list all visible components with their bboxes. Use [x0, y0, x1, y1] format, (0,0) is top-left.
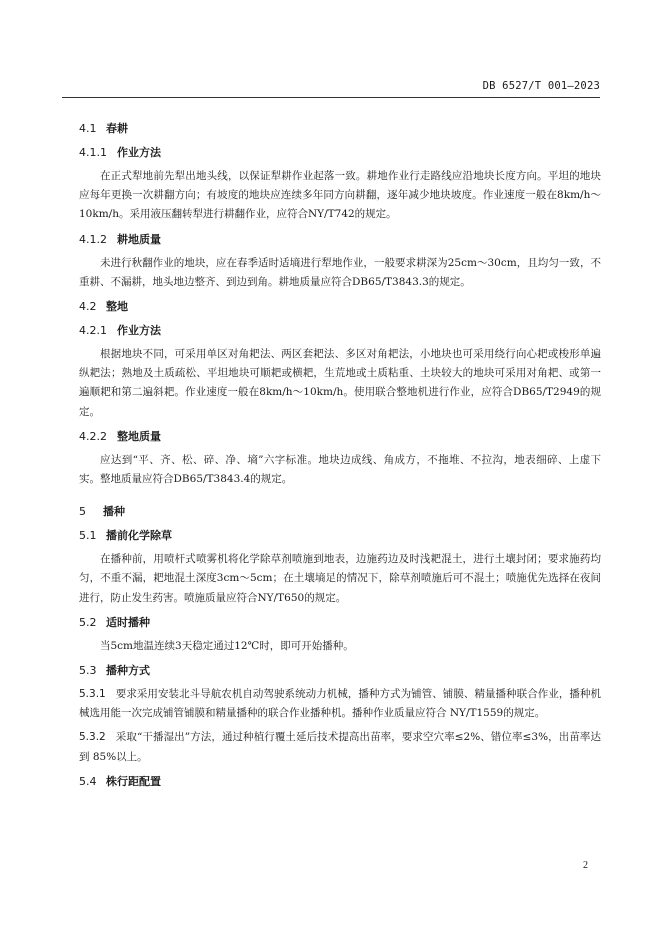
section-heading [79, 503, 601, 521]
section-heading [79, 428, 601, 446]
section-number: 4.1.2 [79, 232, 107, 246]
body-paragraph [79, 167, 601, 225]
section-heading [79, 614, 601, 632]
section-title: 整地 [106, 300, 128, 314]
section-number: 5.3 [79, 664, 97, 678]
section-number: 4.2.1 [79, 324, 107, 338]
section-number: 5.1 [79, 529, 97, 543]
section-title: 整地质量 [117, 429, 161, 443]
section-heading [79, 322, 601, 340]
clause-number: 5.3.2 [79, 731, 106, 744]
section-number: 4.2 [79, 300, 97, 314]
paragraph-text: 采取“干播湿出”方法，通过种植行覆土延后技术提高出苗率，要求空穴率≤2%、错位率≤3%，出苗率达到 85%以上。 [79, 731, 601, 763]
section-heading [79, 773, 601, 791]
body-paragraph [79, 345, 601, 422]
section-title: 株行距配置 [106, 774, 161, 788]
document-body [79, 108, 601, 791]
section-title: 作业方法 [117, 146, 161, 159]
paragraph-text: 根据地块不同，可采用单区对角耙法、两区套耙法、多区对角耙法，小地块也可采用绕行向心耙或梭形单遍纵耙法；熟地及土质疏松、平坦地块可顺耙或横耙，生荒地或土质粘重、土块较大的地块可采用对角耙、或第一遍顺耙和第二遍斜耙。作业速度一般在8km/h～10km/h。使用联合整地机进行作业，应符合DB65/T2949的规定。 [79, 348, 601, 418]
section-number: 5.2 [79, 615, 97, 629]
body-paragraph [79, 728, 601, 766]
paragraph-text: 未进行秋翻作业的地块，应在春季适时适墒进行犁地作业，一般要求耕深为25cm～30cm，且均匀一致，不重耕、不漏耕，地头地边整齐、到边到角。耕地质量应符合DB65/T3843.3的规定。 [79, 256, 601, 288]
paragraph-text: 当5cm地温连续3天稳定通过12℃时，即可开始播种。 [100, 639, 354, 652]
section-title: 播种方式 [106, 664, 150, 678]
body-paragraph [79, 254, 601, 292]
paragraph-text: 应达到“平、齐、松、碎、净、墒”六字标准。地块边成线、角成方，不拖堆、不拉沟，地表细碎、上虚下实。整地质量应符合DB65/T3843.4的规定。 [79, 453, 601, 486]
section-number: 4.1.1 [79, 146, 107, 159]
page-number: 2 [583, 860, 588, 871]
section-number: 4.2.2 [79, 429, 107, 443]
body-paragraph [79, 451, 601, 489]
body-paragraph [79, 550, 601, 608]
document-code: DB 6527/T 001—2023 [482, 80, 600, 92]
section-title: 作业方法 [117, 324, 161, 338]
section-title: 播种 [103, 505, 125, 519]
section-title: 耕地质量 [117, 232, 161, 246]
section-number: 5.4 [79, 774, 97, 788]
section-number: 4.1 [79, 122, 97, 135]
section-heading [79, 231, 601, 249]
paragraph-text: 要求采用安装北斗导航农机自动驾驶系统动力机械，播种方式为铺管、铺膜、精量播种联合作业，播种机械选用能一次完成铺管铺膜和精量播种的联合作业播种机。播种作业质量应符合 NY/T1559的规定。 [79, 688, 601, 720]
section-heading [79, 120, 601, 138]
body-paragraph [79, 637, 601, 656]
section-title: 春耕 [106, 122, 128, 135]
section-title: 播前化学除草 [106, 529, 172, 543]
section-heading [79, 527, 601, 545]
section-heading [79, 298, 601, 316]
clause-number: 5.3.1 [79, 688, 106, 701]
section-heading [79, 662, 601, 680]
section-number: 5 [79, 505, 86, 519]
header-rule [62, 97, 600, 98]
body-paragraph [79, 685, 601, 723]
section-heading [79, 144, 601, 162]
paragraph-text: 在正式犁地前先犁出地头线，以保证犁耕作业起落一致。耕地作业行走路线应沿地块长度方向。平坦的地块应每年更换一次耕翻方向；有坡度的地块应连续多年同方向耕翻，逐年减少地块坡度。作业速度一般在8km/h～10km/h。采用液压翻转犁进行耕翻作业，应符合NY/T742的规定。 [79, 170, 601, 221]
paragraph-text: 在播种前，用喷杆式喷雾机将化学除草剂喷施到地表，边施药边及时浅耙混土，进行土壤封闭；要求施药均匀，不重不漏，耙地混土深度3cm～5cm；在土壤墒足的情况下，除草剂喷施后可不混土；喷施优先选择在夜间进行，防止发生药害。喷施质量应符合NY/T650的规定。 [79, 553, 601, 604]
section-title: 适时播种 [106, 615, 150, 629]
